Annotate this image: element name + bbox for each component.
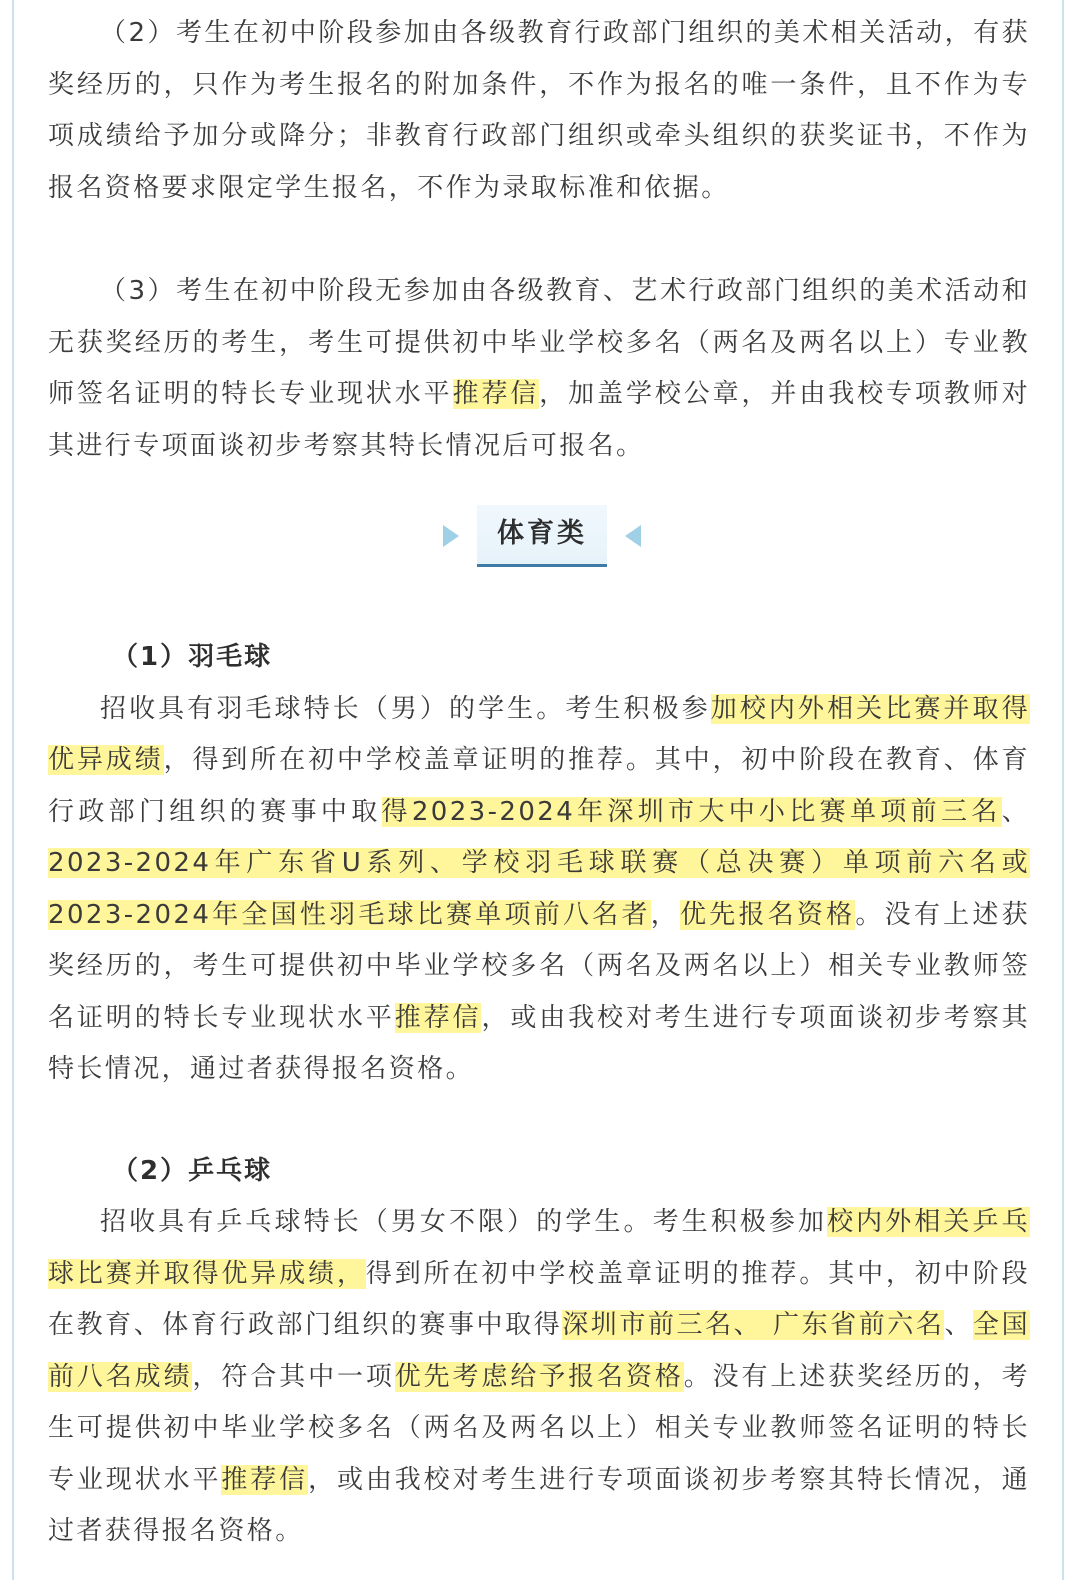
highlight-recommendation-letter: 推荐信 [221, 1464, 309, 1495]
paragraph-art-award [48, 8, 1030, 214]
paragraph-text: 招收具有乒乓球特长（男女不限）的学生。考生积极参加 [100, 1207, 828, 1237]
highlight-text: 2023-2024年广东省U系列、学校羽毛球联赛（总决赛）单项前六名或2023-2024年全国性羽毛球比赛单项前八名者 [48, 848, 1030, 930]
paragraph-pingpong [48, 1197, 1030, 1558]
paragraph-gap [48, 1096, 1030, 1146]
triangle-left-icon [625, 525, 641, 547]
section-title: 体育类 [477, 505, 607, 567]
paragraph-text: 。没有上述获奖经历的，考生可提供初中毕业学校多名（两名及两名以上）相关专业教师签名证明的特长专业现状水平 [48, 1361, 1030, 1495]
triangle-right-icon [443, 525, 459, 547]
paragraph-text: 、 [1001, 796, 1030, 827]
paragraph-text: ，加盖学校公章，并由我校专项教师对其进行专项面谈初步考察其特长情况后可报名。 [48, 379, 1031, 461]
paragraph-text: ，符合其中一项 [192, 1361, 395, 1392]
subheading-pingpong: （2）乒乓球 [112, 1155, 273, 1186]
paragraph-text: ， [650, 899, 680, 930]
highlight-recommendation-letter: 推荐信 [394, 1002, 482, 1033]
highlight-text: 得2023-2024年深圳市大中小比赛单项前三名 [381, 796, 1002, 827]
highlight-text: 深圳市前三名、 广东省前六名 [562, 1310, 945, 1340]
highlight-text: 校内外相关乒乓球比赛并取得优异成绩， [48, 1207, 1030, 1289]
paragraph-text: ，或由我校对考生进行专项面谈初步考察其特长情况，通过者获得报名资格。 [48, 1002, 1031, 1084]
highlight-text: 加校内外相关比赛并取得优异成绩 [48, 693, 1031, 775]
paragraph-text: ，得到所在初中学校盖章证明的推荐。其中，初中阶段在教育、体育行政部门组织的赛事中取 [48, 745, 1030, 827]
section-title-wrap [442, 506, 642, 566]
paragraph-art-no-award [48, 266, 1030, 472]
paragraph-text: ，或由我校对考生进行专项面谈初步考察其特长情况，通过者获得报名资格。 [48, 1464, 1031, 1546]
paragraph-text: 得到所在初中学校盖章证明的推荐。其中，初中阶段在教育、体育行政部门组织的赛事中取得 [48, 1258, 1031, 1340]
section-header [48, 472, 1030, 632]
subheading-badminton: （1）羽毛球 [112, 642, 273, 672]
paragraph-badminton [48, 684, 1030, 1096]
paragraph-text: 招收具有羽毛球特长（男）的学生。考生积极参 [100, 693, 711, 724]
highlight-recommendation-letter: 推荐信 [452, 379, 540, 409]
paragraph-text: 。没有上述获奖经历的，考生可提供初中毕业学校多名（两名及两名以上）相关专业教师签名证明的特长专业现状水平 [48, 899, 1031, 1033]
paragraph-text: （2）考生在初中阶段参加由各级教育行政部门组织的美术相关活动，有获奖经历的，只作为考生报名的附加条件，不作为报名的唯一条件，且不作为专项成绩给予加分或降分；非教育行政部门组织或牵头组织的获奖证书，不作为报名资格要求限定学生报名，不作为录取标准和依据。 [48, 18, 1030, 203]
highlight-text: 全国前八名成绩 [48, 1310, 1030, 1392]
paragraph-text: 、 [944, 1310, 974, 1340]
article-content [48, 8, 1030, 1558]
paragraph-gap [48, 214, 1030, 266]
paragraph-text: （3）考生在初中阶段无参加由各级教育、艺术行政部门组织的美术活动和无获奖经历的考生，考生可提供初中毕业学校多名（两名及两名以上）专业教师签名证明的特长专业现状水平 [48, 276, 1030, 409]
highlight-text: 优先报名资格 [679, 899, 856, 930]
highlight-text: 优先考虑给予报名资格 [394, 1361, 684, 1392]
